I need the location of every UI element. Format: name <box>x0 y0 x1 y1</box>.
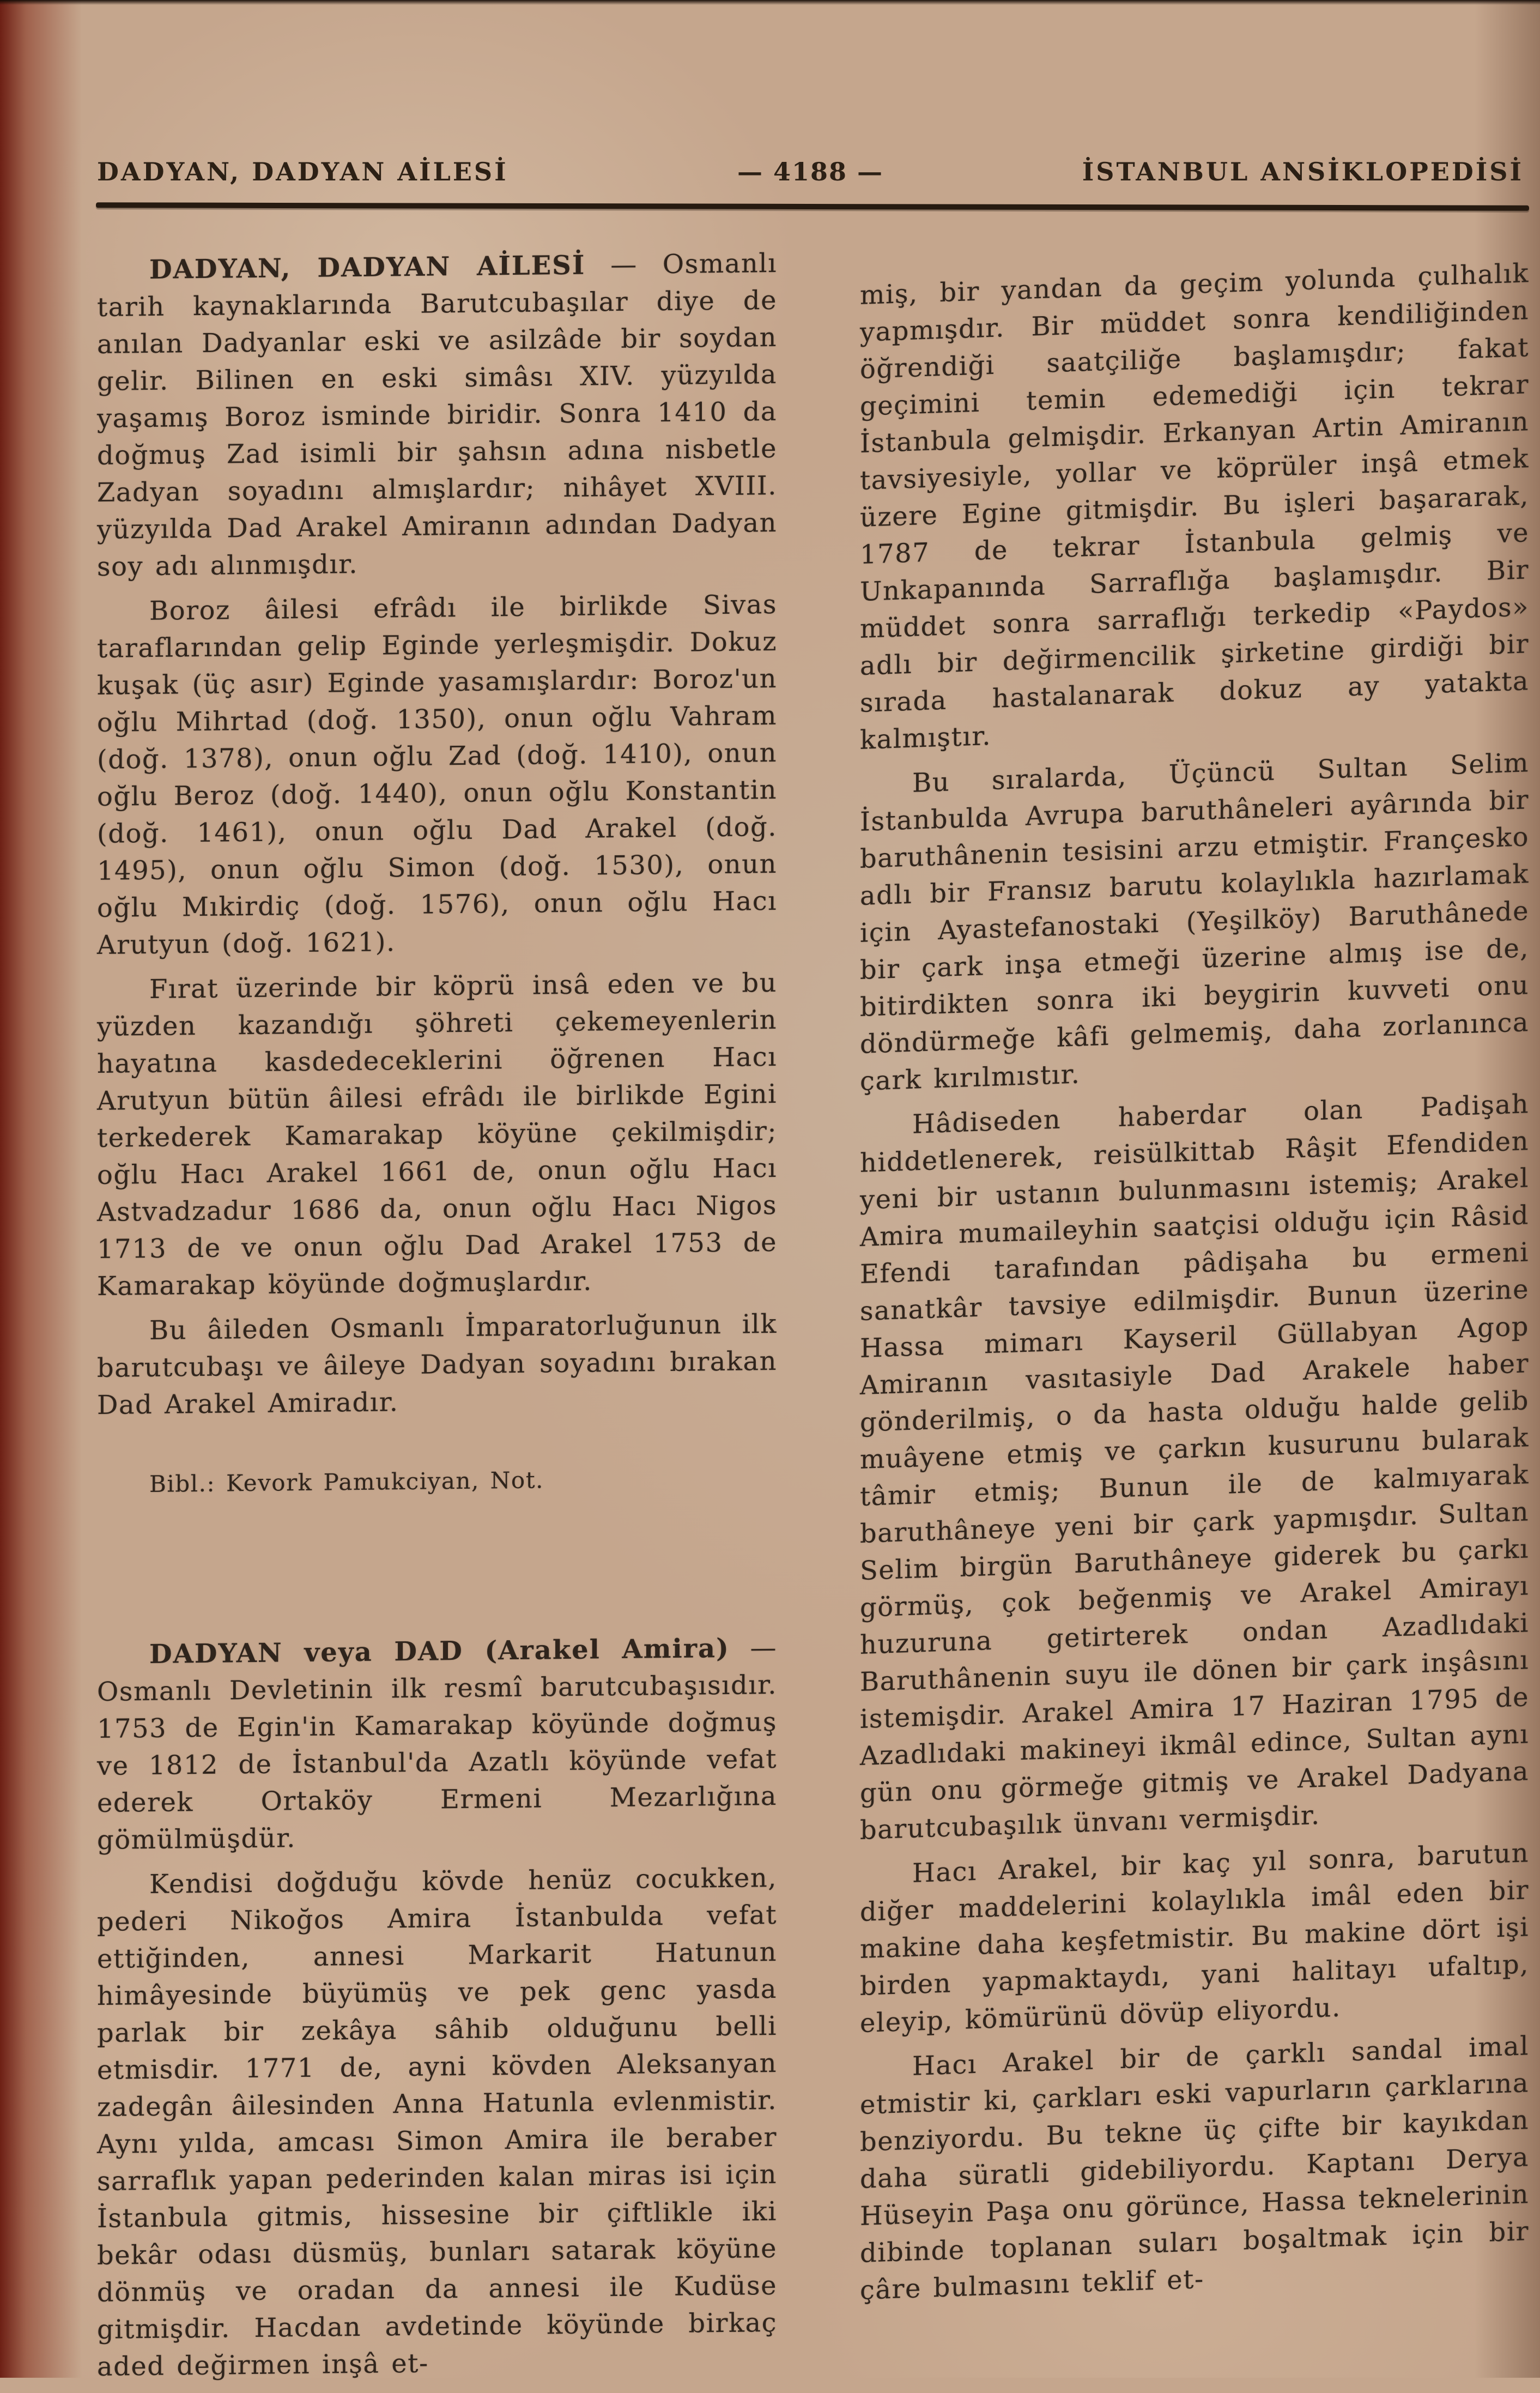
paragraph-text: Hacı Arakel bir de çarklı sandal imal etmistir ki, çarkları eski vapurların çarklarına benziyordu. Bu tekne üç çifte bir kayıkdan daha süratli gidebiliyordu. Kaptanı Derya Hüseyin Paşa onu görünce, Hassa teknelerinin dibinde toplanan suları boşaltmak için bir çâre bulmasını teklif et- <box>860 2031 1529 2306</box>
paragraph <box>97 1859 777 2385</box>
running-title-left: DADYAN, DADYAN AİLESİ <box>97 157 508 186</box>
paragraph <box>97 1306 777 1424</box>
paragraph <box>97 1629 777 1859</box>
paragraph-text: Hâdiseden haberdar olan Padişah hiddetlenerek, reisülkittab Râşit Efendiden yeni bir ustanın bulunmasını istemiş; Arakel Amira mumaileyhin saatçisi olduğu için Râsid Efendi tarafından pâdişaha bu ermeni sanatkâr tavsiye edilmişdir. Bunun üzerine Hassa mimarı Kayseril Güllabyan Agop Amiranın vasıtasiyle Dad Arakele haber gönderilmiş, o da hasta olduğu halde gelib muâyene etmiş ve çarkın kusurunu bularak tâmir etmiş; Bunun ile de kalmıyarak baruthâneye yeni bir çark yapmışdır. Sultan Selim birgün Baruthâneye giderek bu çarkı görmüş, çok beğenmiş ve Arakel Amirayı huzuruna getirterek ondan Azadlıdaki Baruthânenin suyu ile dönen bir çark inşâsını istemişdir. Arakel Amira 17 Haziran 1795 de Azadlıdaki makineyi ikmâl edince, Sultan aynı gün onu görmeğe gitmiş ve Arakel Dadyana barutcubaşılık ünvanı vermişdir. <box>860 1089 1529 1846</box>
paragraph <box>860 255 1529 759</box>
page-number: — 4188 — <box>737 157 884 186</box>
paragraph-text: miş, bir yandan da geçim yolunda çulhalık yapmışdır. Bir müddet sonra kendiliğinden öğrendiği saatçiliğe başlamışdır; fakat geçimini temin edemediği için tekrar İstanbula gelmişdir. Erkanyan Artin Amiranın tavsiyesiyle, yollar ve köprüler inşâ etmek üzere Egine gitmişdir. Bu işleri başararak, 1787 de tekrar İstanbula gelmiş ve Unkapanında Sarraflığa başlamışdır. Bir müddet sonra sarraflığı terkedip «Paydos» adlı bir değirmencilik şirketine girdiği bir sırada hastalanarak dokuz ay yatakta kalmıştır. <box>860 258 1529 756</box>
paragraph-text: Kendisi doğduğu kövde henüz cocukken, pederi Nikoğos Amira İstanbulda vefat ettiğinden, annesi Markarit Hatunun himâyesinde büyümüş ve pek genc yasda parlak bir zekâya sâhib olduğunu belli etmisdir. 1771 de, ayni kövden Aleksanyan zadegân âilesinden Anna Hatunla evlenmistir. Aynı yılda, amcası Simon Amira ile beraber sarraflık yapan pederinden kalan miras isi için İstanbula gitmis, hissesine bir çiftlikle iki bekâr odası düsmüş, bunları satarak köyüne dönmüş ve oradan da annesi ile Kudüse gitmişdir. Hacdan avdetinde köyünde birkaç aded değirmen inşâ et- <box>97 1862 777 2382</box>
entry-headword: DADYAN, DADYAN AİLESİ <box>149 250 586 285</box>
paragraph <box>860 744 1529 1100</box>
paragraph <box>97 245 777 585</box>
paragraph <box>860 1834 1529 2042</box>
paragraph <box>97 964 777 1305</box>
paragraph-text: Bu âileden Osmanlı İmparatorluğunun ilk barutcubaşı ve âileye Dadyan soyadını bırakan Dad Arakel Amiradır. <box>97 1308 777 1421</box>
paragraph-text: — Osmanlı tarih kaynaklarında Barutcubaşılar diye de anılan Dadyanlar eski ve asilzâde bir soydan gelir. Bilinen en eski simâsı XIV. yüzyılda yaşamış Boroz isminde biridir. Sonra 1410 da doğmuş Zad isimli bir şahsın adına nisbetle Zadyan soyadını almışlardır; nihâyet XVIII. yüzyılda Dad Arakel Amiranın adından Dadyan soy adı alınmışdır. <box>97 247 777 582</box>
paragraph-text: Bibl.: Kevork Pamukciyan, Not. <box>149 1466 544 1497</box>
paragraph <box>97 1463 777 1500</box>
paragraph <box>97 586 777 964</box>
running-header <box>97 157 1524 186</box>
entry-headword: DADYAN veya DAD (Arakel Amira) <box>149 1633 730 1670</box>
paragraph-text: Fırat üzerinde bir köprü insâ eden ve bu yüzden kazandığı şöhreti çekemeyenlerin hayatına kasdedeceklerini öğrenen Hacı Arutyun bütün âilesi efrâdı ile birlikde Egini terkederek Kamarakap köyüne çekilmişdir; oğlu Hacı Arakel 1661 de, onun oğlu Hacı Astvadzadur 1686 da, onun oğlu Hacı Nigos 1713 de ve onun oğlu Dad Arakel 1753 de Kamarakap köyünde doğmuşlardır. <box>97 967 777 1302</box>
paragraph-text: Hacı Arakel, bir kaç yıl sonra, barutun diğer maddelerini kolaylıkla imâl eden bir makine daha keşfetmistir. Bu makine dört işi birden yapmaktaydı, yani halitayı ufaltıp, eleyip, kömürünü dövüp eliyordu. <box>860 1838 1529 2039</box>
paragraph-text: — Osmanlı Devletinin ilk resmî barutcubaşısıdır. 1753 de Egin'in Kamarakap köyünde doğmuş ve 1812 de İstanbul'da Azatlı köyünde vefat ederek Ortaköy Ermeni Mezarlığına gömülmüşdür. <box>97 1632 777 1856</box>
paragraph-text: Boroz âilesi efrâdı ile birlikde Sivas taraflarından gelip Eginde yerleşmişdir. Dokuz kuşak (üç asır) Eginde yasamışlardır: Boroz'un oğlu Mihrtad (doğ. 1350), onun oğlu Vahram (doğ. 1378), onun oğlu Zad (doğ. 1410), onun oğlu Beroz (doğ. 1440), onun oğlu Konstantin (doğ. 1461), onun oğlu Dad Arakel (doğ. 1495), onun oğlu Simon (doğ. 1530), onun oğlu Mıkirdiç (doğ. 1576), onun oğlu Hacı Arutyun (doğ. 1621). <box>97 589 777 960</box>
left-column <box>97 245 777 2393</box>
paragraph <box>860 2027 1529 2309</box>
right-column <box>860 255 1529 2317</box>
running-title-right: İSTANBUL ANSİKLOPEDİSİ <box>1082 157 1524 186</box>
header-rule <box>96 202 1529 211</box>
paragraph <box>860 1085 1529 1849</box>
paragraph-text: Bu sıralarda, Üçüncü Sultan Selim İstanbulda Avrupa baruthâneleri ayârında bir baruthânenin tesisini arzu etmiştir. Françesko adlı bir Fransız barutu kolaylıkla hazırlamak için Ayastefanostaki (Yeşilköy) Baruthânede bir çark inşa etmeği üzerine almış ise de, bitirdikten sonra iki beygirin kuvveti onu döndürmeğe kâfi gelmemiş, daha zorlanınca çark kırılmıstır. <box>860 747 1529 1097</box>
